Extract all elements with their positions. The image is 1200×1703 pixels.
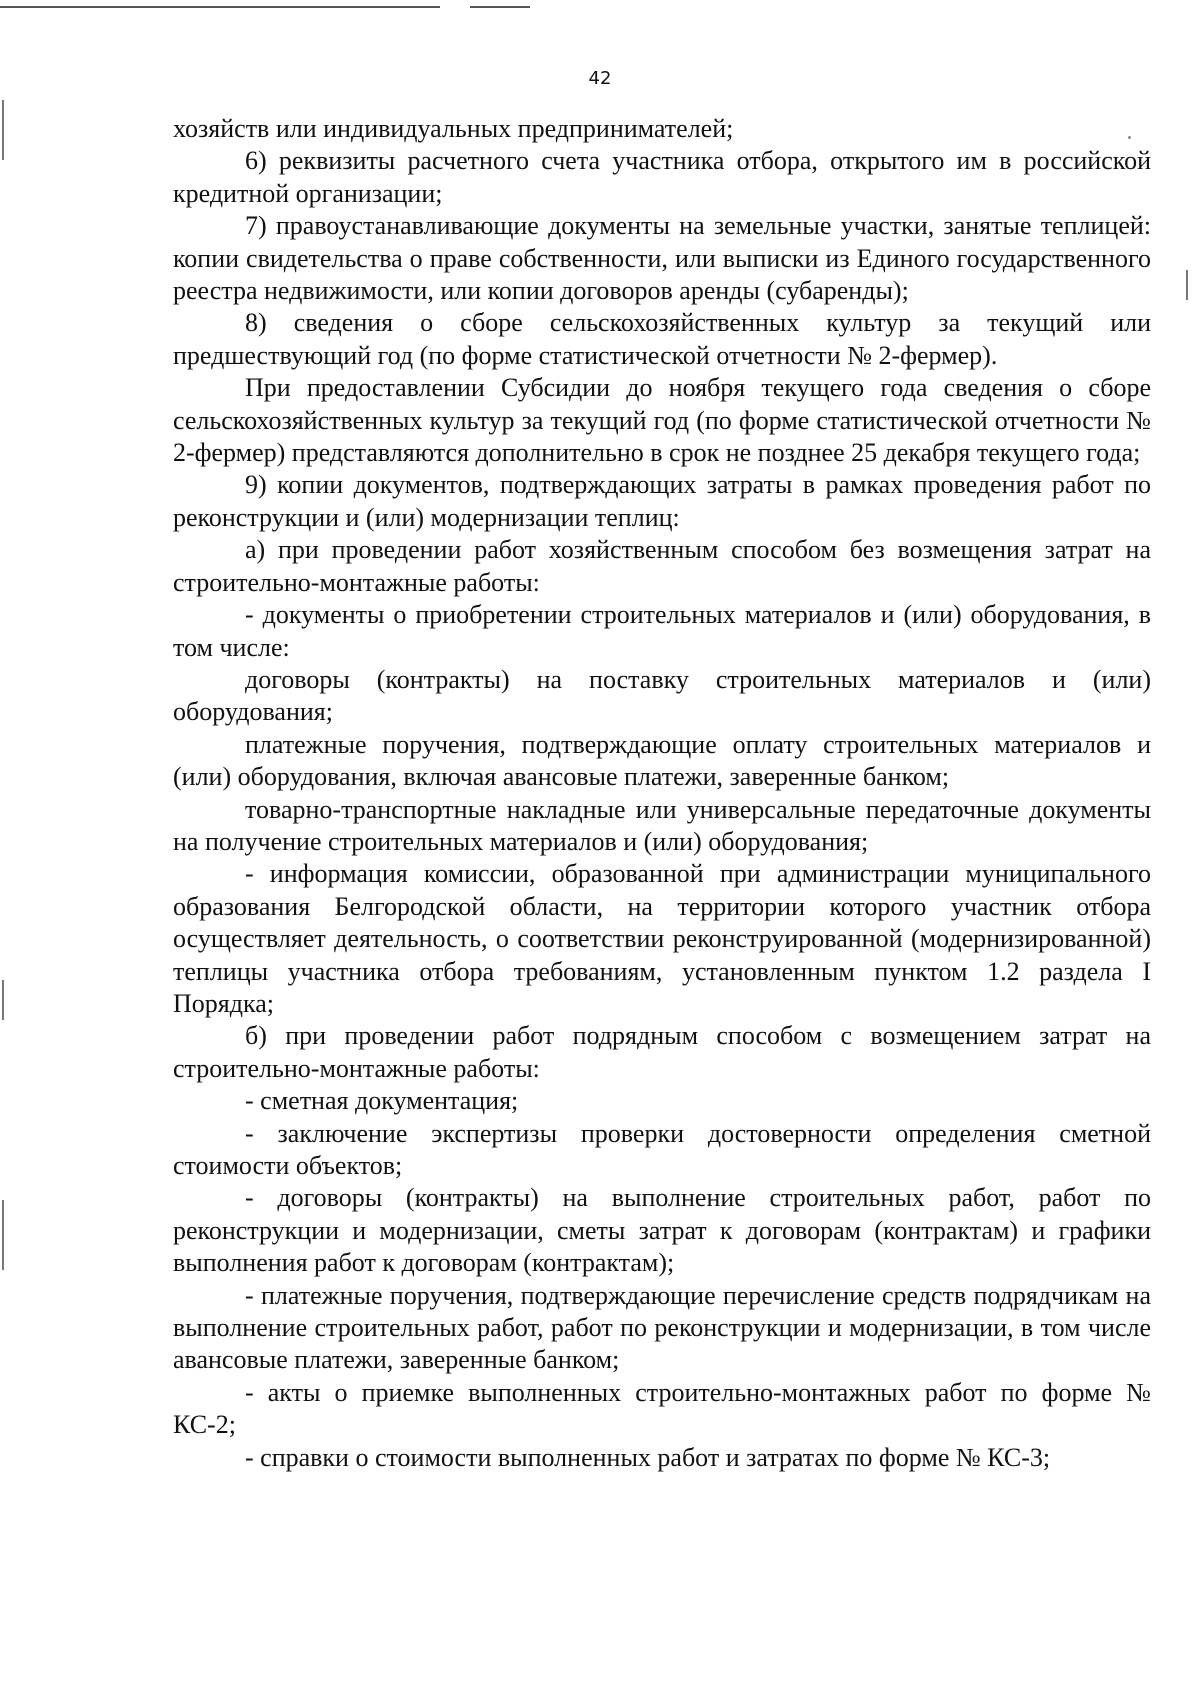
- paragraph-item-6: 6) реквизиты расчетного счета участника отбора, открытого им в российской кредитной организации;: [173, 146, 1151, 208]
- paragraph-waybills: товарно-транспортные накладные или универсальные передаточные документы на получение строительных материалов и (или) оборудования;: [173, 794, 1151, 856]
- paragraph-subitem-a: а) при проведении работ хозяйственным способом без возмещения затрат на строительно-монтажные работы:: [173, 535, 1151, 597]
- scan-left-edge-mark: [2, 100, 4, 160]
- page-number: 42: [588, 68, 612, 89]
- paragraph-continuation: хозяйств или индивидуальных предпринимателей;: [173, 114, 734, 143]
- paragraph-construction-contracts: - договоры (контракты) на выполнение строительных работ, работ по реконструкции и модернизации, сметы затрат к договорам (контрактам) и графики выполнения работ к договорам (контрактам);: [173, 1183, 1151, 1278]
- paragraph-item-7: 7) правоустанавливающие документы на земельные участки, занятые теплицей: копии свидетельства о праве собственности, или выписки из Единого государственного реестра недвижимости, или копии договоров аренды (субаренды);: [173, 211, 1151, 306]
- paragraph-subsidy-note: При предоставлении Субсидии до ноября текущего года сведения о сборе сельскохозяйственных культур за текущий год (по форме статистической отчетности № 2-фермер) представляются дополнительно в срок не позднее 25 декабря текущего года;: [173, 373, 1151, 468]
- body-text: [173, 113, 1151, 1474]
- paragraph-item-8: 8) сведения о сборе сельскохозяйственных культур за текущий или предшествующий год (по форме статистической отчетности № 2-фермер).: [173, 308, 1151, 370]
- paragraph-supply-contracts: договоры (контракты) на поставку строительных материалов и (или) оборудования;: [173, 664, 1151, 727]
- paragraph-purchase-documents: - документы о приобретении строительных материалов и (или) оборудования, в том числе:: [173, 600, 1151, 662]
- scan-left-edge-mark: [2, 980, 4, 1020]
- scan-top-edge-line: [0, 6, 440, 8]
- scan-right-edge-mark: [1186, 270, 1188, 300]
- paragraph-ks2-acts: - акты о приемке выполненных строительно-монтажных работ по форме № КС-2;: [173, 1377, 1151, 1440]
- scan-left-edge-mark: [2, 1200, 4, 1270]
- paragraph-item-9: 9) копии документов, подтверждающих затраты в рамках проведения работ по реконструкции и (или) модернизации теплиц:: [173, 470, 1151, 532]
- paragraph-subitem-b: б) при проведении работ подрядным способом с возмещением затрат на строительно-монтажные работы:: [173, 1021, 1151, 1083]
- paragraph-expertise: - заключение экспертизы проверки достоверности определения сметной стоимости объектов;: [173, 1118, 1151, 1180]
- paragraph-commission-info: - информация комиссии, образованной при администрации муниципального образования Белгородской области, на территории которого участник отбора осуществляет деятельность, о соответствии реконструированной (модернизированной) теплицы участника отбора требованиям, установленным пунктом 1.2 раздела I Порядка;: [173, 859, 1151, 1018]
- scan-top-edge-line-right: [470, 6, 530, 8]
- paragraph-contractor-payments: - платежные поручения, подтверждающие перечисление средств подрядчикам на выполнение строительных работ, работ по реконструкции и модернизации, в том числе авансовые платежи, заверенные банком;: [173, 1280, 1151, 1375]
- paragraph-ks3-certificates: - справки о стоимости выполненных работ и затратах по форме № КС-3;: [245, 1442, 1051, 1472]
- paragraph-payment-orders: платежные поручения, подтверждающие оплату строительных материалов и (или) оборудования, включая авансовые платежи, заверенные банком;: [173, 729, 1151, 792]
- paragraph-estimate-docs: - сметная документация;: [245, 1086, 519, 1116]
